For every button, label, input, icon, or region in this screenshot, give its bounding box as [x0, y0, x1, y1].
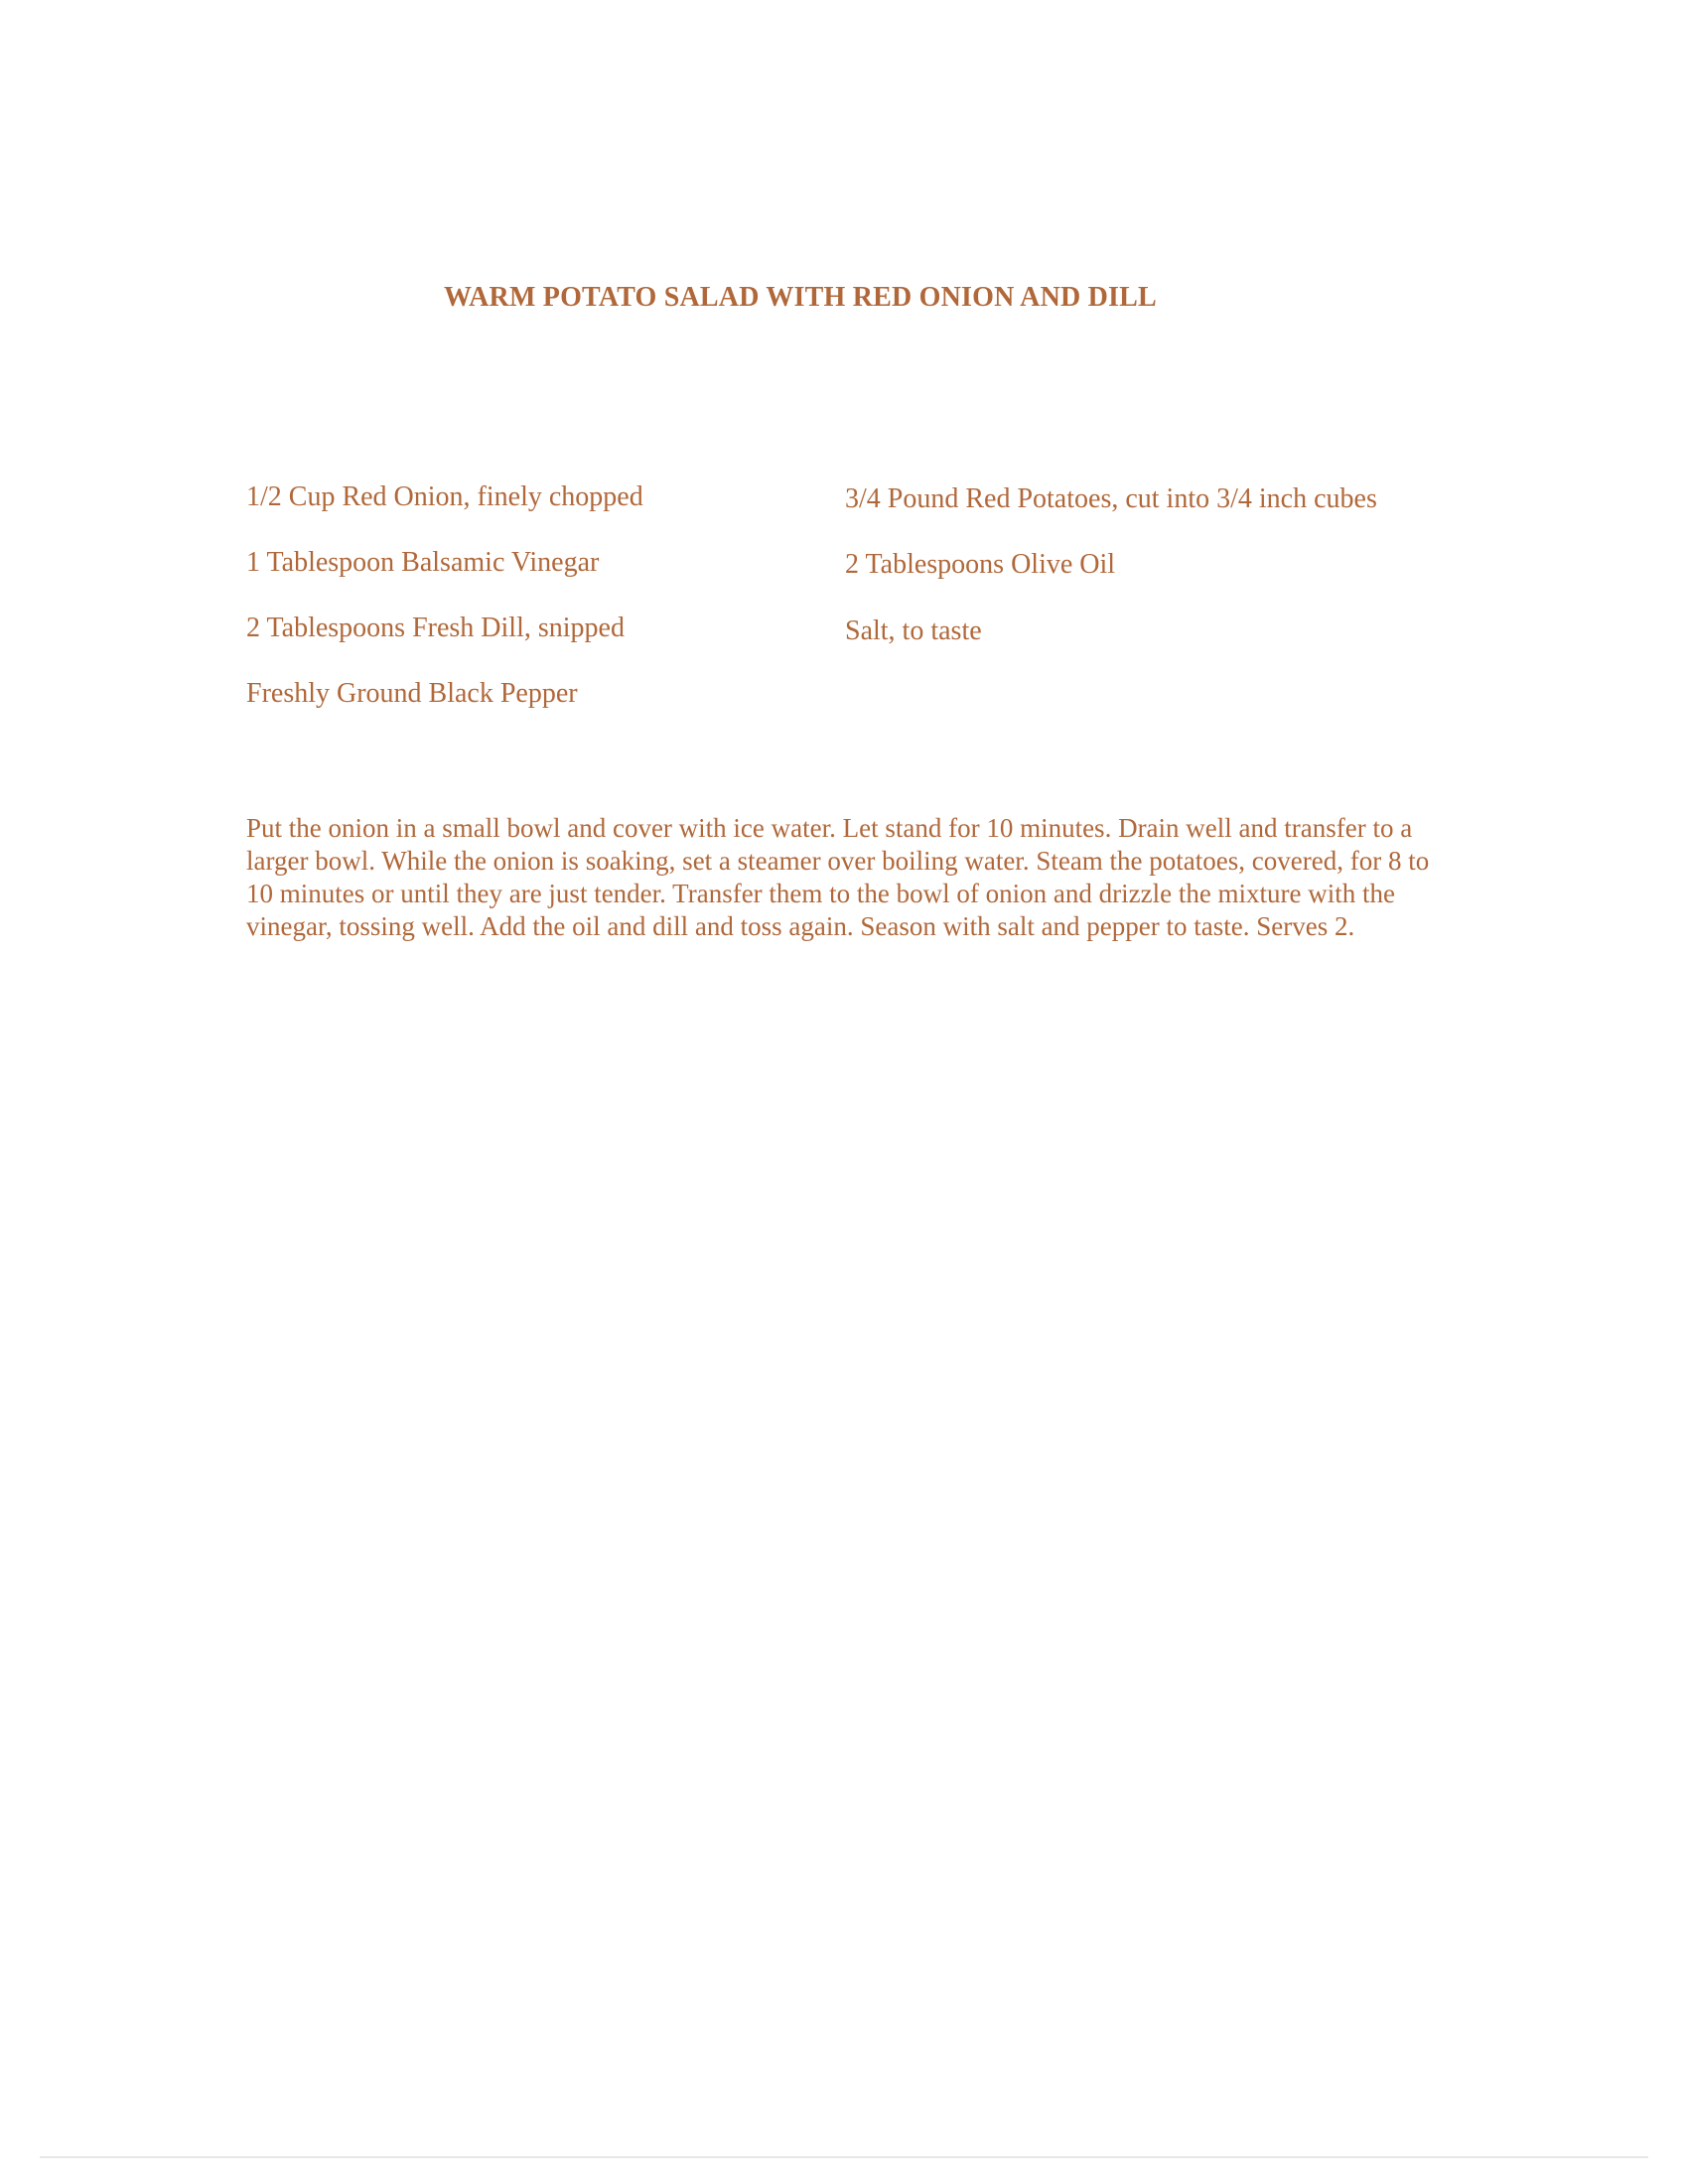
- ingredient-fresh-dill: 2 Tablespoons Fresh Dill, snipped: [246, 613, 625, 643]
- ingredient-olive-oil: 2 Tablespoons Olive Oil: [845, 549, 1116, 580]
- ingredient-red-potatoes: 3/4 Pound Red Potatoes, cut into 3/4 inch cubes: [845, 483, 1377, 514]
- scan-edge-line: [40, 2156, 1648, 2158]
- ingredient-red-onion: 1/2 Cup Red Onion, finely chopped: [246, 481, 643, 512]
- ingredient-black-pepper: Freshly Ground Black Pepper: [246, 678, 578, 709]
- ingredient-salt: Salt, to taste: [845, 615, 982, 646]
- recipe-directions: Put the onion in a small bowl and cover with ice water. Let stand for 10 minutes. Drain well and transfer to a larger bowl. While the onion is soaking, set a steamer over boiling water. Steam the potatoes, covered, for 8 to 10 minutes or until they are just tender. Transfer them to the bowl of onion and drizzle the mixture with the vinegar, tossing well. Add the oil and dill and toss again. Season with salt and pepper to taste. Serves 2.: [246, 813, 1430, 941]
- recipe-title: WARM POTATO SALAD WITH RED ONION AND DILL: [444, 282, 1157, 313]
- ingredient-balsamic-vinegar: 1 Tablespoon Balsamic Vinegar: [246, 547, 600, 578]
